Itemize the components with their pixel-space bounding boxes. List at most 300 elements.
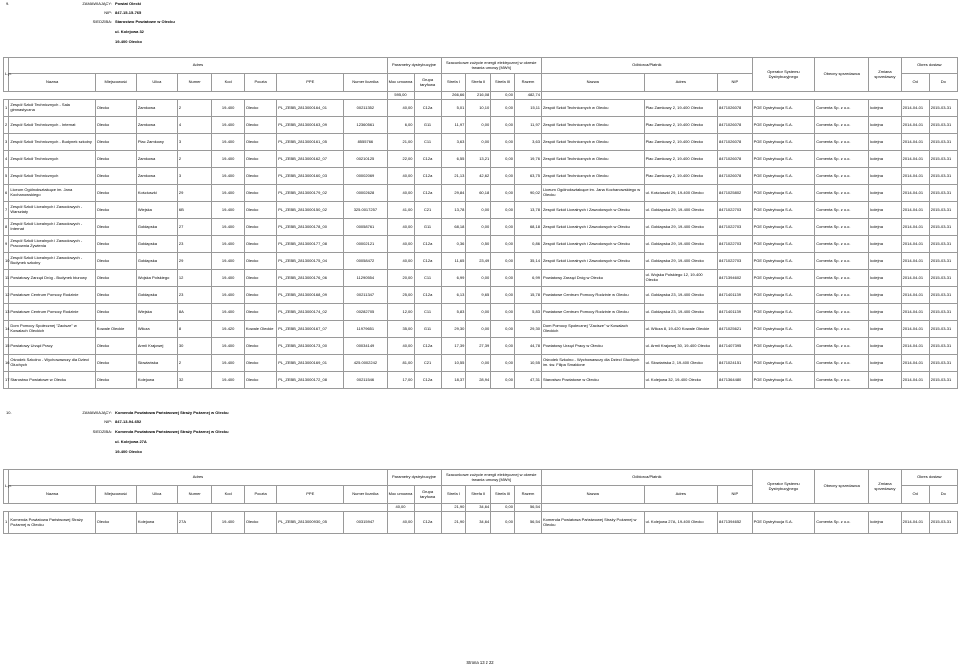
cell-zip: 19-400	[212, 151, 244, 168]
cell-from: 2014-04-01	[901, 287, 929, 304]
cell-lp: 14	[4, 321, 9, 338]
col-street: Ulica	[136, 74, 177, 92]
cell-current-seller: Comenta Sp. z o.o.	[815, 338, 869, 355]
cell-zone-2: 0,00	[466, 117, 491, 134]
cell-recipient-name: Zespół Szkół Technicznych w Olecku	[541, 117, 644, 134]
cell-ppe: PL_ZEBB_2813000150_02	[277, 202, 344, 219]
cell-recipient-address: Plac Zamkowy 2, 19-400 Olecko	[644, 151, 717, 168]
cell-recipient-address: ul. Wilcza 8, 19-420 Kowale Oleckie	[644, 321, 717, 338]
cell-zone-1: 5,01	[441, 100, 466, 117]
cell-number: 12	[177, 270, 212, 287]
cell-lp: 7	[4, 202, 9, 219]
cell-number: 2	[177, 355, 212, 372]
cell-from: 2014-04-01	[901, 100, 929, 117]
cell-to: 2015-03-31	[929, 100, 957, 117]
cell-tariff: C11	[414, 134, 441, 151]
cell-seller-change: kolejna	[869, 202, 901, 219]
t2-col-usage-group: Szacunkowe zużycie energii elektrycznej w okresie trwania umowy [MWh]	[441, 470, 541, 486]
t2-col-address-group: Adres	[9, 470, 387, 486]
cell-current-seller: Comenta Sp. z o.o.	[815, 168, 869, 185]
cell-seller-change: kolejna	[869, 100, 901, 117]
cell-recipient-name: Powiatowy Zarząd Dróg w Olecku	[541, 270, 644, 287]
cell-zone-3: 0,00	[491, 355, 515, 372]
seat-label: SIEDZIBA:	[92, 19, 112, 24]
cell-number: 30	[177, 338, 212, 355]
cell-ppe: PL_ZEBB_2813000164_01	[277, 100, 344, 117]
total-zone-3: 0,00	[491, 92, 515, 100]
cell-zone-1: 10,55	[441, 355, 466, 372]
col-meter: Numer licznika	[344, 74, 387, 92]
cell-current-seller: Comenta Sp. z o.o.	[815, 151, 869, 168]
orderer-2-value: Komenda Powiatowa Państwowej Straży Pożarnej w Olecku	[115, 410, 229, 415]
cell-zip: 19-400	[212, 236, 244, 253]
cell-street: Wiejska	[136, 202, 177, 219]
cell-osd: PGE Dystrybucja S.A.	[752, 253, 815, 270]
cell-zip: 19-400	[212, 134, 244, 151]
cell-power: 25,00	[387, 287, 414, 304]
t2-total-sum: 56,54	[514, 504, 541, 512]
cell-to: 2015-03-31	[929, 287, 957, 304]
cell-name: Liceum Ogólnokształcące im. Jana Kochanowskiego	[9, 185, 95, 202]
cell-zip: 19-400	[212, 512, 244, 534]
cell-name: Dom Pomocy Społecznej "Zacisze" w Kowalach Oleckich	[9, 321, 95, 338]
cell-recipient-address: ul. Słowiańska 2, 19-400 Olecko	[644, 355, 717, 372]
cell-street: Kolejowa	[136, 512, 177, 534]
cell-name: Zespół Szkół Licealnych i Zawodowych - Internat	[9, 219, 95, 236]
nip-value: 847-15-15-765	[115, 10, 142, 15]
cell-zone-3: 0,00	[491, 304, 515, 321]
cell-current-seller: Comenta Sp. z o.o.	[815, 117, 869, 134]
cell-recipient-address: Plac Zamkowy 2, 19-400 Olecko	[644, 134, 717, 151]
table-row	[4, 372, 958, 389]
t2-col-city: Miejscowość	[95, 486, 136, 504]
cell-meter: 00315947	[344, 512, 387, 534]
cell-zip: 19-400	[212, 185, 244, 202]
col-recipient-nip: NIP	[718, 74, 753, 92]
col-name: Nazwa	[9, 74, 95, 92]
cell-lp: 16	[4, 355, 9, 372]
cell-zip: 19-400	[212, 338, 244, 355]
page-footer: Strona 13 z 22	[466, 660, 494, 665]
cell-zone-3: 0,00	[491, 202, 515, 219]
cell-city: Olecko	[95, 134, 136, 151]
cell-recipient-nip: 8471026078	[718, 168, 753, 185]
cell-to: 2015-03-31	[929, 321, 957, 338]
cell-zone-2: 42,62	[466, 168, 491, 185]
t2-col-post: Poczta	[244, 486, 276, 504]
col-to: Do	[929, 74, 957, 92]
cell-lp: 11	[4, 270, 9, 287]
cell-ppe: PL_ZEBB_2813000174_02	[277, 304, 344, 321]
cell-from: 2014-04-01	[901, 236, 929, 253]
cell-lp: 4	[4, 151, 9, 168]
cell-current-seller: Comenta Sp. z o.o.	[815, 372, 869, 389]
cell-lp: 8	[4, 219, 9, 236]
cell-osd: PGE Dystrybucja S.A.	[752, 287, 815, 304]
cell-zone-2: 0,00	[466, 219, 491, 236]
t2-col-recipient-address: Adres	[644, 486, 717, 504]
cell-number: 27A	[177, 512, 212, 534]
table-row	[4, 512, 958, 534]
cell-recipient-name: Powiatowe Centrum Pomocy Rodzinie w Olecku	[541, 304, 644, 321]
cell-tariff: G11	[414, 321, 441, 338]
cell-ppe: PL_ZEBB_2813000161_05	[277, 134, 344, 151]
cell-lp: 6	[4, 185, 9, 202]
cell-meter: 00211546	[344, 372, 387, 389]
cell-recipient-nip: 8471025621	[718, 321, 753, 338]
cell-zone-1: 29,84	[441, 185, 466, 202]
t2-col-osd: Operator Systemu Dystrybucyjnego	[752, 470, 815, 504]
cell-current-seller: Comenta Sp. z o.o.	[815, 134, 869, 151]
cell-osd: PGE Dystrybucja S.A.	[752, 270, 815, 287]
cell-meter: 00002121	[344, 236, 387, 253]
cell-recipient-nip: 8471026078	[718, 134, 753, 151]
energy-table-2	[3, 469, 958, 534]
cell-osd: PGE Dystrybucja S.A.	[752, 355, 815, 372]
cell-zone-2: 0,50	[466, 236, 491, 253]
cell-from: 2014-04-01	[901, 512, 929, 534]
cell-osd: PGE Dystrybucja S.A.	[752, 338, 815, 355]
cell-post: Olecko	[244, 338, 276, 355]
cell-zone-1: 29,30	[441, 321, 466, 338]
t2-col-from: Od	[901, 486, 929, 504]
t2-col-current-seller: Obecny sprzedawca	[815, 470, 869, 504]
cell-lp: 1	[4, 512, 9, 534]
cell-current-seller: Comenta Sp. z o.o.	[815, 185, 869, 202]
cell-to: 2015-03-31	[929, 202, 957, 219]
energy-table-1	[3, 57, 958, 389]
cell-number: 6B	[177, 202, 212, 219]
cell-to: 2015-03-31	[929, 236, 957, 253]
cell-power: 21,00	[387, 134, 414, 151]
cell-street: Gołdapska	[136, 253, 177, 270]
table-row	[4, 253, 958, 270]
cell-recipient-address: ul. Gołdapska 29, 19-400 Olecko	[644, 219, 717, 236]
address-2-line-2: 19-400 Olecko	[115, 449, 142, 454]
cell-power: 20,00	[387, 270, 414, 287]
cell-city: Olecko	[95, 270, 136, 287]
col-post: Poczta	[244, 74, 276, 92]
cell-seller-change: kolejna	[869, 134, 901, 151]
cell-name: Komenda Powiatowa Państwowej Straży Pożarnej w Olecku	[9, 512, 95, 534]
cell-recipient-address: ul. Kolejowa 32, 19-400 Olecko	[644, 372, 717, 389]
cell-zone-2: 27,39	[466, 338, 491, 355]
cell-to: 2015-03-31	[929, 304, 957, 321]
cell-ppe: PL_ZEBB_2813000930_05	[277, 512, 344, 534]
cell-number: 8	[177, 321, 212, 338]
cell-zip: 19-400	[212, 202, 244, 219]
cell-ppe: PL_ZEBB_2813000162_07	[277, 151, 344, 168]
cell-tariff: C11	[414, 270, 441, 287]
cell-post: Kowale Oleckie	[244, 321, 276, 338]
nip-2-label: NIP:	[104, 419, 112, 424]
cell-total: 47,31	[514, 372, 541, 389]
cell-ppe: PL_ZEBB_2813000167_07	[277, 321, 344, 338]
cell-zone-1: 21,90	[441, 512, 466, 534]
cell-number: 2	[177, 100, 212, 117]
cell-recipient-nip: 8471401139	[718, 304, 753, 321]
cell-from: 2014-04-01	[901, 219, 929, 236]
cell-seller-change: kolejna	[869, 185, 901, 202]
cell-tariff: C12a	[414, 151, 441, 168]
cell-zone-1: 6,13	[441, 287, 466, 304]
cell-post: Olecko	[244, 355, 276, 372]
cell-total: 5,83	[514, 304, 541, 321]
cell-city: Olecko	[95, 304, 136, 321]
cell-osd: PGE Dystrybucja S.A.	[752, 372, 815, 389]
total-power: 595,00	[387, 92, 414, 100]
cell-from: 2014-04-01	[901, 253, 929, 270]
cell-recipient-nip: 8471022703	[718, 202, 753, 219]
t2-col-street: Ulica	[136, 486, 177, 504]
cell-zone-1: 3,63	[441, 134, 466, 151]
cell-meter: 00002628	[344, 185, 387, 202]
cell-ppe: PL_ZEBB_2813000176_06	[277, 270, 344, 287]
t2-col-power: Moc umowna	[387, 486, 414, 504]
table-row	[4, 134, 958, 151]
cell-recipient-name: Zespół Szkół Technicznych w Olecku	[541, 168, 644, 185]
cell-post: Olecko	[244, 236, 276, 253]
cell-zip: 19-400	[212, 168, 244, 185]
cell-osd: PGE Dystrybucja S.A.	[752, 151, 815, 168]
col-recipient-address: Adres	[644, 74, 717, 92]
cell-number: 8A	[177, 304, 212, 321]
cell-osd: PGE Dystrybucja S.A.	[752, 512, 815, 534]
cell-total: 6,99	[514, 270, 541, 287]
cell-lp: 12	[4, 287, 9, 304]
seat-2-label: SIEDZIBA:	[92, 429, 112, 434]
t2-col-zone-2: Strefa II	[466, 486, 491, 504]
cell-to: 2015-03-31	[929, 168, 957, 185]
cell-zip: 19-400	[212, 117, 244, 134]
cell-name: Zespół Szkół Technicznych - Budynek szkolny	[9, 134, 95, 151]
cell-power: 35,00	[387, 321, 414, 338]
nip-2-value: 847-13-94-652	[115, 419, 142, 424]
cell-zip: 19-400	[212, 372, 244, 389]
cell-seller-change: kolejna	[869, 236, 901, 253]
cell-recipient-name: Dom Pomocy Społecznej "Zacisze" w Kowalach Oleckich	[541, 321, 644, 338]
col-zone-3: Strefa III	[491, 74, 515, 92]
cell-lp: 15	[4, 338, 9, 355]
col-recipient-group: Odbiorca/Płatnik	[541, 58, 752, 74]
cell-recipient-address: Plac Zamkowy 2, 19-400 Olecko	[644, 117, 717, 134]
cell-post: Olecko	[244, 202, 276, 219]
cell-osd: PGE Dystrybucja S.A.	[752, 236, 815, 253]
cell-city: Olecko	[95, 100, 136, 117]
cell-recipient-nip: 8471407395	[718, 338, 753, 355]
total-zone-2: 216,08	[466, 92, 491, 100]
col-seller-change: Zmiana sprzedawcy	[869, 58, 901, 92]
col-params-group: Parametry dystrybucyjne	[387, 58, 441, 74]
cell-zone-2: 9,65	[466, 287, 491, 304]
cell-zone-1: 6,55	[441, 151, 466, 168]
cell-zone-2: 28,94	[466, 372, 491, 389]
cell-recipient-address: ul. Gołdapska 23, 19-400 Olecko	[644, 287, 717, 304]
cell-zone-2: 0,00	[466, 134, 491, 151]
col-address-group: Adres	[9, 58, 387, 74]
cell-to: 2015-03-31	[929, 253, 957, 270]
cell-recipient-name: Zespół Szkół Technicznych w Olecku	[541, 100, 644, 117]
cell-to: 2015-03-31	[929, 219, 957, 236]
cell-zone-1: 13,78	[441, 202, 466, 219]
cell-seller-change: kolejna	[869, 304, 901, 321]
cell-power: 41,00	[387, 202, 414, 219]
cell-lp: 3	[4, 134, 9, 151]
orderer-2-label: ZAMAWIAJĄCY:	[82, 410, 112, 415]
orderer-label: ZAMAWIAJĄCY:	[82, 1, 112, 6]
cell-name: Zespół Szkół Licealnych i Zawodowych - Budynek szkolny	[9, 253, 95, 270]
cell-recipient-nip: 8471394602	[718, 270, 753, 287]
cell-seller-change: kolejna	[869, 151, 901, 168]
cell-city: Olecko	[95, 202, 136, 219]
cell-tariff: C11	[414, 304, 441, 321]
cell-zone-2: 10,10	[466, 100, 491, 117]
cell-zone-3: 0,00	[491, 236, 515, 253]
cell-seller-change: kolejna	[869, 253, 901, 270]
cell-osd: PGE Dystrybucja S.A.	[752, 304, 815, 321]
cell-street: Plac Zamkowy	[136, 134, 177, 151]
cell-recipient-nip: 8471022703	[718, 219, 753, 236]
cell-tariff: G11	[414, 219, 441, 236]
orderer-value: Powiat Olecki	[115, 1, 142, 6]
col-osd: Operator Systemu Dystrybucyjnego	[752, 58, 815, 92]
cell-power: 17,00	[387, 372, 414, 389]
cell-zone-3: 0,00	[491, 117, 515, 134]
cell-zone-1: 11,65	[441, 253, 466, 270]
cell-lp: 13	[4, 304, 9, 321]
col-lp: L.p.	[4, 58, 9, 92]
cell-post: Olecko	[244, 512, 276, 534]
cell-recipient-nip: 8471026078	[718, 117, 753, 134]
cell-zone-3: 0,00	[491, 151, 515, 168]
t2-col-recipient-nip: NIP	[718, 486, 753, 504]
cell-zone-1: 5,83	[441, 304, 466, 321]
cell-recipient-name: Zespół Szkół Licealnych i Zawodowych w Olecku	[541, 202, 644, 219]
cell-to: 2015-03-31	[929, 117, 957, 134]
col-city: Miejscowość	[95, 74, 136, 92]
cell-recipient-nip: 8471024151	[718, 355, 753, 372]
cell-to: 2015-03-31	[929, 372, 957, 389]
cell-recipient-nip: 8471364480	[718, 372, 753, 389]
cell-street: Zamkowa	[136, 168, 177, 185]
cell-name: Powiatowe Centrum Pomocy Rodzinie	[9, 287, 95, 304]
cell-meter: 11979651	[344, 321, 387, 338]
t2-col-zone-3: Strefa III	[491, 486, 515, 504]
cell-ppe: PL_ZEBB_2813000179_02	[277, 185, 344, 202]
cell-current-seller: Comenta Sp. z o.o.	[815, 253, 869, 270]
cell-seller-change: kolejna	[869, 338, 901, 355]
col-number: Numer	[177, 74, 212, 92]
cell-recipient-address: ul. Kościuszki 29, 19-400 Olecko	[644, 185, 717, 202]
cell-seller-change: kolejna	[869, 219, 901, 236]
cell-from: 2014-04-01	[901, 202, 929, 219]
cell-name: Zespół Szkół Technicznych - Internat	[9, 117, 95, 134]
table-row	[4, 338, 958, 355]
cell-total: 3,63	[514, 134, 541, 151]
cell-recipient-name: Ośrodek Szkolno - Wychowawczy dla Dzieci Głuchych im. św. Filipa Smaldone	[541, 355, 644, 372]
cell-recipient-address: Plac Zamkowy 2, 19-400 Olecko	[644, 100, 717, 117]
cell-street: Armii Krajowej	[136, 338, 177, 355]
col-zone-1: Strefa I	[441, 74, 466, 92]
cell-power: 22,00	[387, 151, 414, 168]
cell-current-seller: Comenta Sp. z o.o.	[815, 355, 869, 372]
cell-street: Gołdapska	[136, 287, 177, 304]
t2-col-number: Numer	[177, 486, 212, 504]
cell-total: 10,55	[514, 355, 541, 372]
cell-seller-change: kolejna	[869, 321, 901, 338]
cell-zone-3: 0,00	[491, 512, 515, 534]
cell-zone-3: 0,00	[491, 321, 515, 338]
cell-to: 2015-03-31	[929, 512, 957, 534]
cell-street: Gołdapska	[136, 219, 177, 236]
cell-power: 40,00	[387, 253, 414, 270]
cell-total: 11,97	[514, 117, 541, 134]
cell-recipient-nip: 8471026078	[718, 151, 753, 168]
cell-current-seller: Comenta Sp. z o.o.	[815, 236, 869, 253]
table-row	[4, 219, 958, 236]
table-row	[4, 304, 958, 321]
cell-total: 15,78	[514, 287, 541, 304]
cell-tariff: C12a	[414, 338, 441, 355]
cell-city: Kowale Oleckie	[95, 321, 136, 338]
cell-seller-change: kolejna	[869, 372, 901, 389]
cell-meter: 00058761	[344, 219, 387, 236]
cell-number: 3	[177, 134, 212, 151]
cell-meter: 00058472	[344, 253, 387, 270]
cell-post: Olecko	[244, 253, 276, 270]
col-total: Razem	[514, 74, 541, 92]
cell-name: Starostwo Powiatowe w Olecku	[9, 372, 95, 389]
cell-power: 40,00	[387, 100, 414, 117]
cell-total: 63,75	[514, 168, 541, 185]
cell-zip: 19-400	[212, 219, 244, 236]
cell-city: Olecko	[95, 168, 136, 185]
cell-zone-2: 0,00	[466, 270, 491, 287]
cell-power: 12,00	[387, 304, 414, 321]
cell-name: Zespół Szkół Technicznych - Sala gimnastyczna	[9, 100, 95, 117]
cell-total: 29,30	[514, 321, 541, 338]
t2-total-zone-1: 21,90	[441, 504, 466, 512]
cell-tariff: G11	[414, 117, 441, 134]
cell-from: 2014-04-01	[901, 372, 929, 389]
seat-value: Starostwo Powiatowe w Olecku	[115, 19, 175, 24]
cell-city: Olecko	[95, 219, 136, 236]
t2-total-zone-3: 0,00	[491, 504, 515, 512]
address-line-1: ul. Kolejowa 32	[115, 29, 144, 34]
address-2-line-1: ul. Kolejowa 27A	[115, 439, 147, 444]
cell-current-seller: Comenta Sp. z o.o.	[815, 202, 869, 219]
cell-ppe: PL_ZEBB_2813000163_09	[277, 117, 344, 134]
cell-lp: 17	[4, 372, 9, 389]
cell-name: Zespół Szkół Technicznych	[9, 151, 95, 168]
cell-zone-3: 0,00	[491, 270, 515, 287]
cell-osd: PGE Dystrybucja S.A.	[752, 185, 815, 202]
t2-total-power: 40,00	[387, 504, 414, 512]
cell-zip: 19-400	[212, 270, 244, 287]
cell-city: Olecko	[95, 338, 136, 355]
cell-from: 2014-04-01	[901, 270, 929, 287]
cell-recipient-address: Plac Zamkowy 2, 19-400 Olecko	[644, 168, 717, 185]
cell-tariff: C12a	[414, 168, 441, 185]
cell-number: 23	[177, 287, 212, 304]
cell-power: 40,00	[387, 185, 414, 202]
cell-street: Wiejska	[136, 304, 177, 321]
cell-zone-3: 0,00	[491, 100, 515, 117]
cell-ppe: PL_ZEBB_2813000173_00	[277, 338, 344, 355]
cell-to: 2015-03-31	[929, 270, 957, 287]
cell-street: Zamkowa	[136, 151, 177, 168]
cell-osd: PGE Dystrybucja S.A.	[752, 117, 815, 134]
